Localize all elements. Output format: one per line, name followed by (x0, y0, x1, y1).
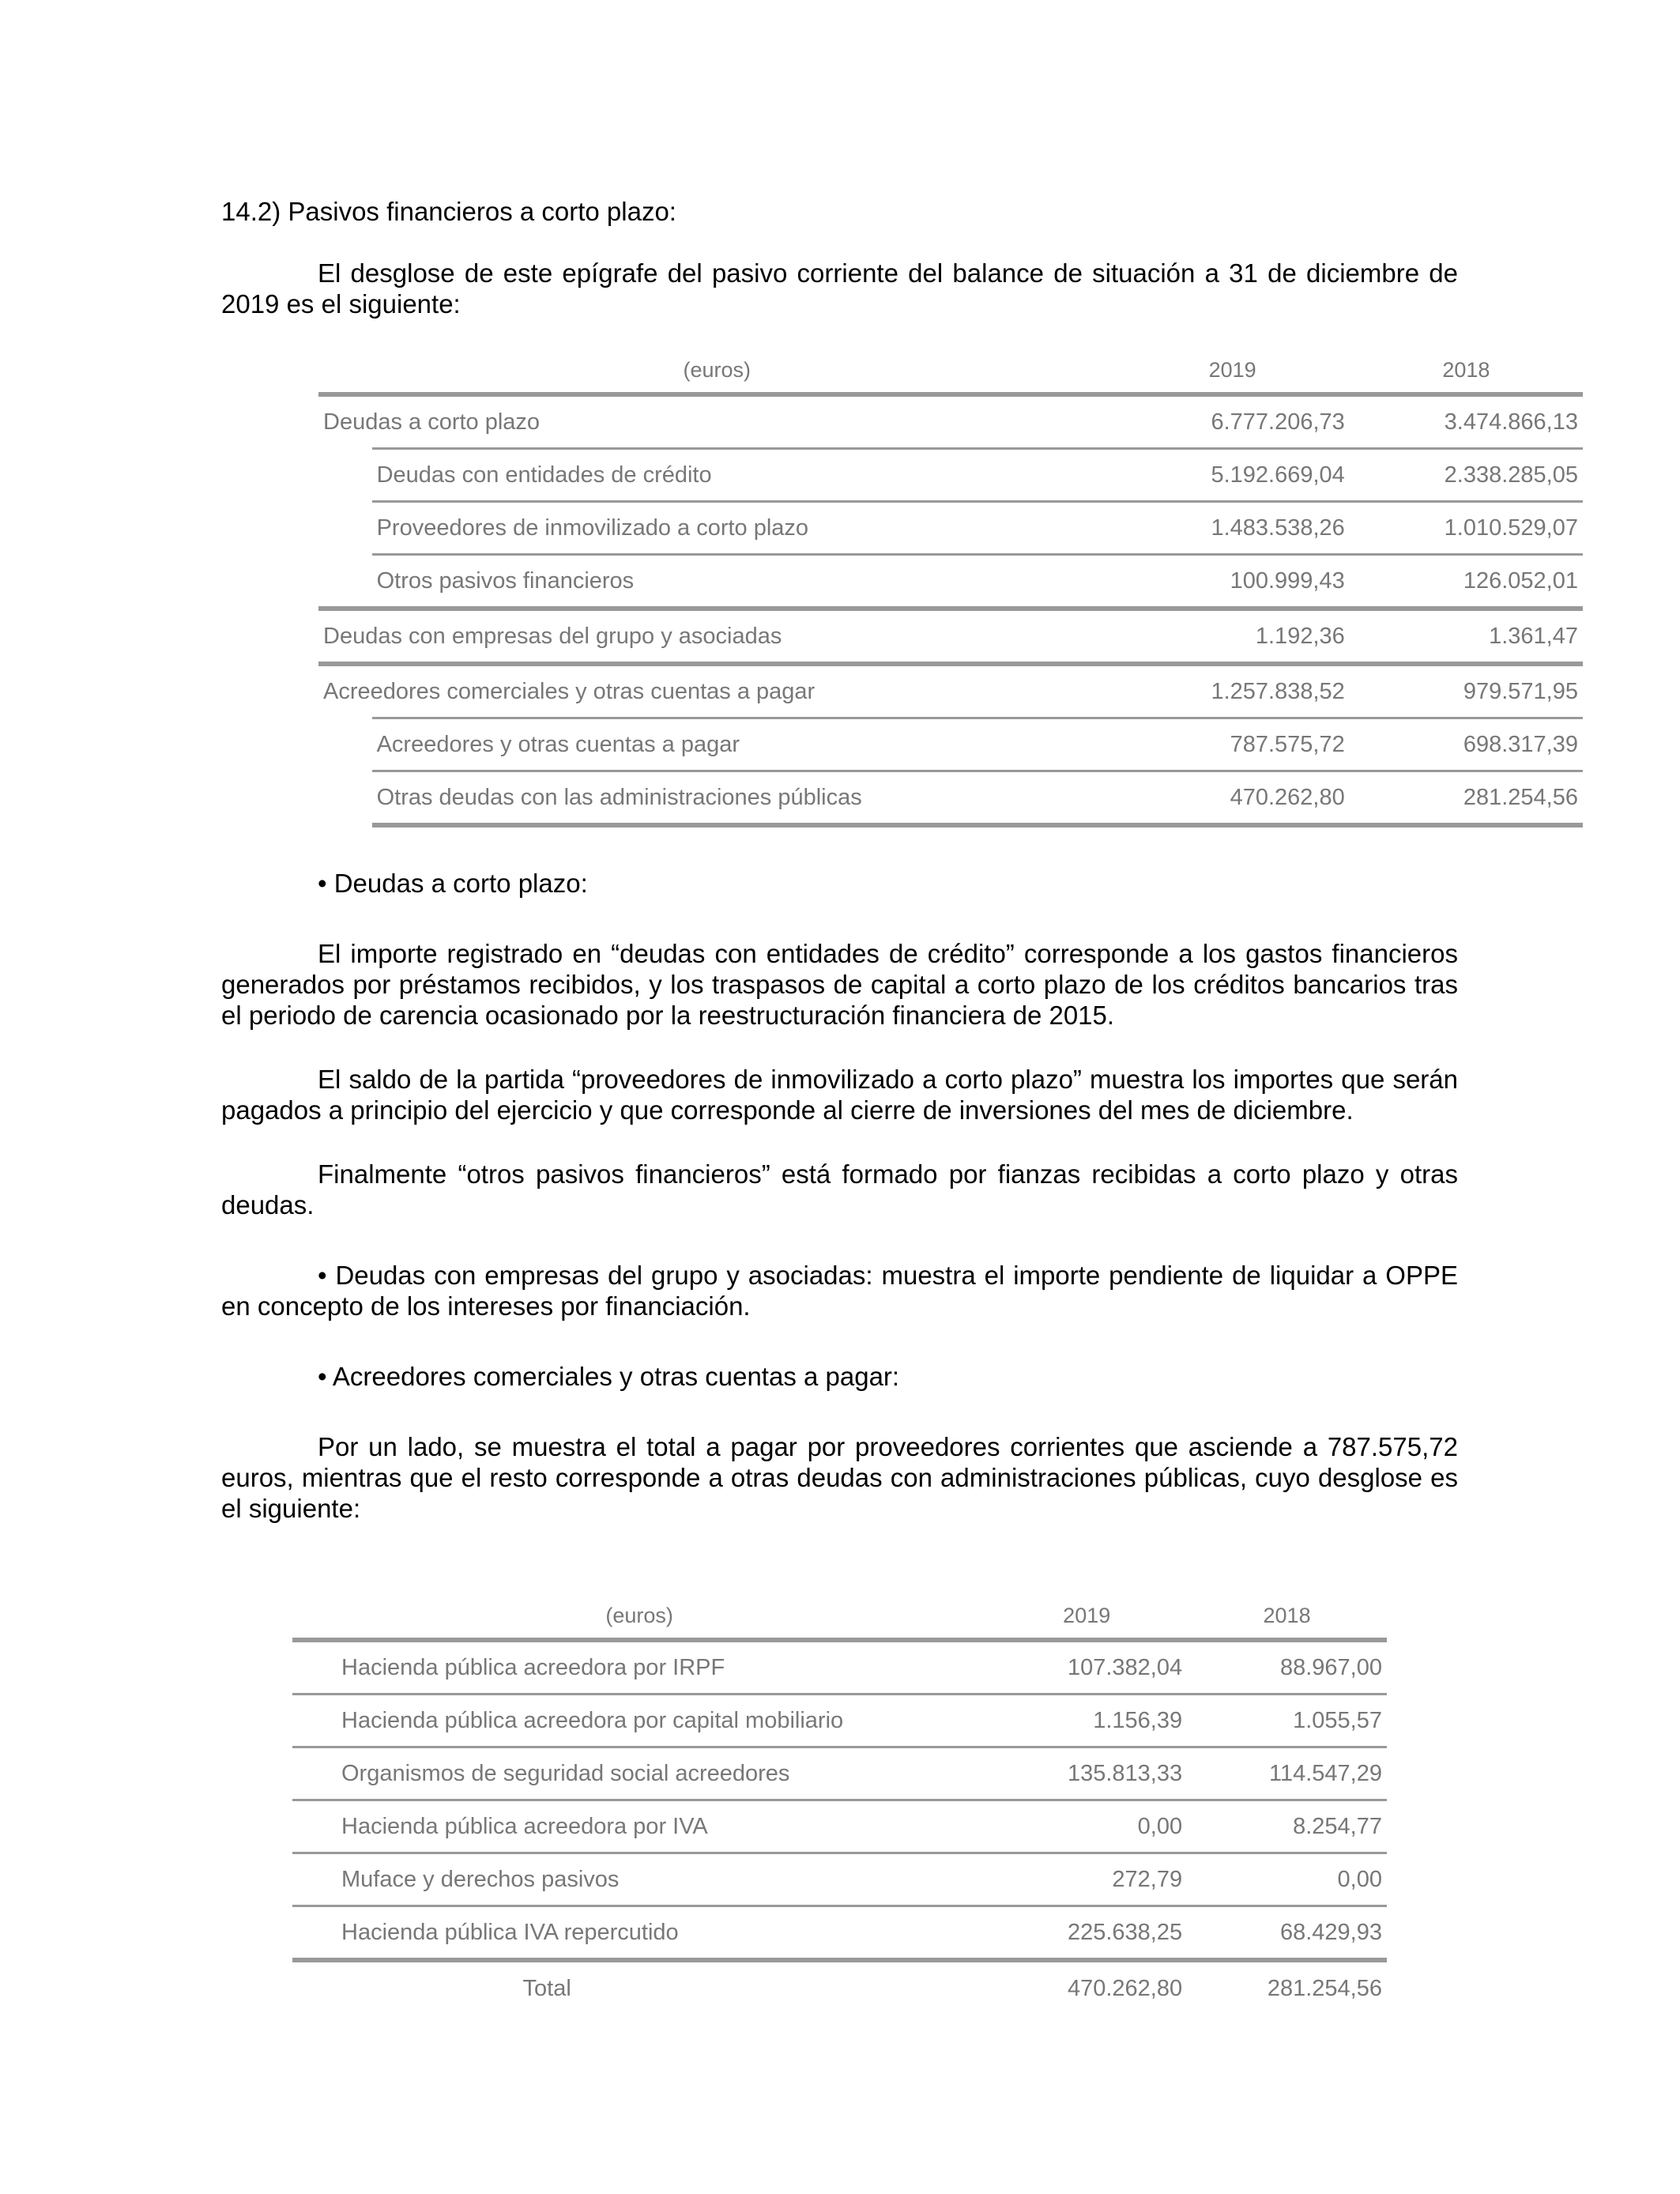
section-heading: 14.2) Pasivos financieros a corto plazo: (221, 197, 676, 226)
value-2018: 1.055,57 (1187, 1695, 1387, 1747)
table-row (318, 771, 1583, 826)
value-2018: 0,00 (1187, 1853, 1387, 1906)
value-2018: 979.571,95 (1350, 664, 1583, 718)
value-2018: 68.429,93 (1187, 1906, 1387, 1961)
table-header (292, 1593, 1387, 1640)
value-2018: 1.361,47 (1350, 609, 1583, 664)
table-row (292, 1906, 1387, 1961)
table-row (292, 1640, 1387, 1695)
total-label: Total (522, 1975, 571, 2001)
row-label: Hacienda pública acreedora por IRPF (292, 1640, 986, 1695)
total-row (292, 1960, 1387, 2015)
value-2018: 1.010.529,07 (1350, 502, 1583, 555)
table-row (318, 449, 1583, 502)
paragraph-trade-creditors: Por un lado, se muestra el total a pagar por proveedores corrientes que asciende a 787.575,72 euros, mientras que el resto corresponde a otras deudas con administraciones públicas, cuyo desglose es el siguiente: (221, 1432, 1458, 1523)
value-2019: 107.382,04 (986, 1640, 1187, 1695)
value-2019: 272,79 (986, 1853, 1187, 1906)
table-row (318, 394, 1583, 449)
document-page (221, 196, 1578, 2001)
paragraph-credit-entities: El importe registrado en “deudas con entidades de crédito” corresponde a los gastos financieros generados por préstamos recibidos, y los traspasos de capital a corto plazo de los créditos bancarios tras el periodo de carencia ocasionado por la reestructuración financiera de 2015. (221, 939, 1458, 1030)
row-label: Hacienda pública IVA repercutido (292, 1906, 986, 1961)
value-2019: 1.257.838,52 (1115, 664, 1349, 718)
total-2018: 281.254,56 (1267, 1975, 1382, 2001)
row-label: Acreedores y otras cuentas a pagar (372, 718, 1116, 771)
row-label: Muface y derechos pasivos (292, 1853, 986, 1906)
year-2018-header: 2018 (1442, 357, 1490, 382)
paragraph-fixed-asset-suppliers: El saldo de la partida “proveedores de inmovilizado a corto plazo” muestra los importes que serán pagados a principio del ejercicio y que corresponde al cierre de inversiones del mes de diciembre. (221, 1065, 1458, 1125)
total-2019: 470.262,80 (1067, 1975, 1183, 2001)
table-row (318, 609, 1583, 664)
body-text (221, 868, 1458, 1524)
row-label: Organismos de seguridad social acreedores (292, 1747, 986, 1800)
table-row (292, 1747, 1387, 1800)
value-2018: 8.254,77 (1187, 1800, 1387, 1853)
value-2019: 1.156,39 (986, 1695, 1187, 1747)
value-2018: 281.254,56 (1350, 771, 1583, 826)
unit-label: (euros) (605, 1603, 673, 1627)
value-2018: 3.474.866,13 (1350, 394, 1583, 449)
public-administrations-table (292, 1593, 1387, 2015)
value-2019: 1.483.538,26 (1115, 502, 1349, 555)
table-row (292, 1695, 1387, 1747)
value-2018: 114.547,29 (1187, 1747, 1387, 1800)
table-row (318, 718, 1583, 771)
value-2019: 6.777.206,73 (1115, 394, 1349, 449)
value-2018: 88.967,00 (1187, 1640, 1387, 1695)
unit-label: (euros) (683, 357, 751, 382)
table-row (292, 1800, 1387, 1853)
row-label: Acreedores comerciales y otras cuentas a pagar (318, 664, 1115, 718)
table-row (318, 502, 1583, 555)
value-2018: 126.052,01 (1350, 555, 1583, 609)
table-row (318, 664, 1583, 718)
bullet-short-term-debts: • Deudas a corto plazo: (318, 869, 588, 898)
value-2019: 5.192.669,04 (1115, 449, 1349, 502)
row-label: Hacienda pública acreedora por capital mobiliario (292, 1695, 986, 1747)
intro-paragraph: El desglose de este epígrafe del pasivo corriente del balance de situación a 31 de diciembre de 2019 es el siguiente: (221, 258, 1458, 319)
paragraph-other-liabilities: Finalmente “otros pasivos financieros” está formado por fianzas recibidas a corto plazo y otras deudas. (221, 1159, 1458, 1220)
row-label: Deudas con entidades de crédito (372, 449, 1116, 502)
value-2019: 225.638,25 (986, 1906, 1187, 1961)
row-label: Proveedores de inmovilizado a corto plazo (372, 502, 1116, 555)
value-2018: 698.317,39 (1350, 718, 1583, 771)
row-label: Hacienda pública acreedora por IVA (292, 1800, 986, 1853)
bullet-group-debts: • Deudas con empresas del grupo y asociadas: muestra el importe pendiente de liquidar a OPPE en concepto de los intereses por financiación. (221, 1261, 1458, 1321)
row-label: Deudas a corto plazo (318, 394, 1115, 449)
short-term-liabilities-table (318, 348, 1583, 827)
value-2019: 135.813,33 (986, 1747, 1187, 1800)
value-2019: 0,00 (986, 1800, 1187, 1853)
row-label: Otras deudas con las administraciones públicas (372, 771, 1116, 826)
year-2019-header: 2019 (1063, 1603, 1111, 1627)
year-2019-header: 2019 (1208, 357, 1256, 382)
value-2019: 100.999,43 (1115, 555, 1349, 609)
table-header (318, 348, 1583, 394)
year-2018-header: 2018 (1263, 1603, 1311, 1627)
value-2018: 2.338.285,05 (1350, 449, 1583, 502)
table-row (292, 1853, 1387, 1906)
value-2019: 787.575,72 (1115, 718, 1349, 771)
value-2019: 1.192,36 (1115, 609, 1349, 664)
table-row (318, 555, 1583, 609)
value-2019: 470.262,80 (1115, 771, 1349, 826)
row-label: Otros pasivos financieros (372, 555, 1116, 609)
row-label: Deudas con empresas del grupo y asociadas (318, 609, 1115, 664)
bullet-trade-creditors: • Acreedores comerciales y otras cuentas a pagar: (318, 1362, 900, 1391)
